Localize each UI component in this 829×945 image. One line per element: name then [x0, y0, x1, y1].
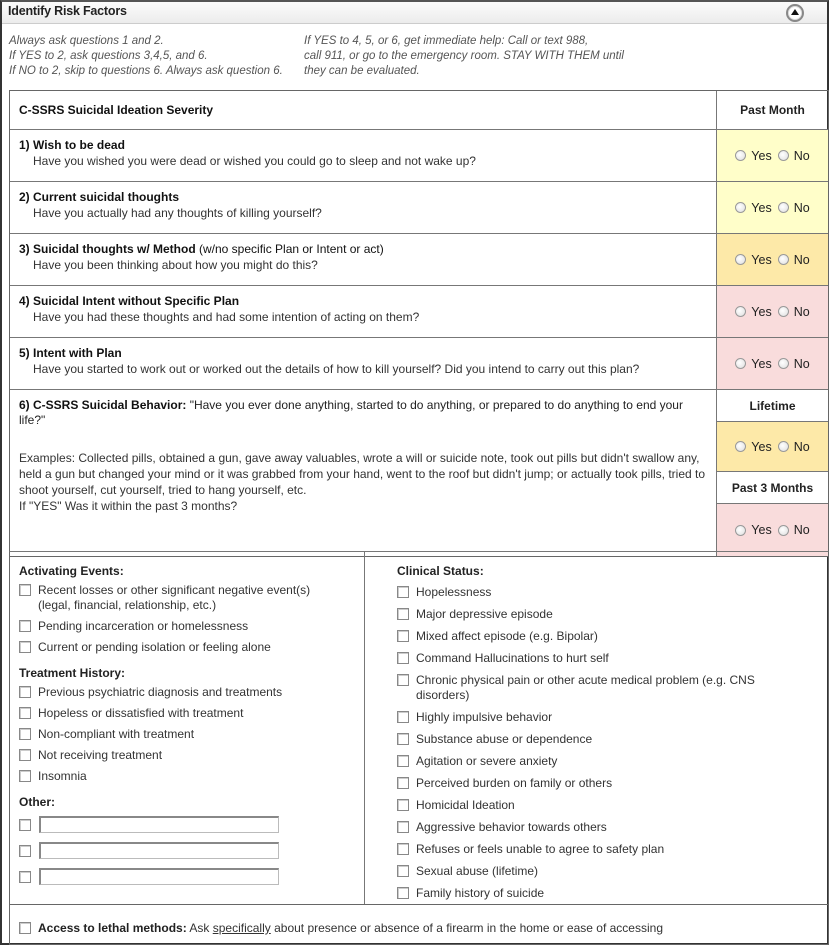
table-header-row: [10, 91, 828, 130]
question-row-3: [10, 234, 828, 286]
no-radio[interactable]: No: [778, 253, 810, 267]
other-group: [19, 795, 355, 885]
checkbox[interactable]: [19, 641, 31, 653]
radio-icon[interactable]: [778, 306, 789, 317]
activating-events-group: [19, 564, 355, 655]
group-title: Treatment History:: [19, 666, 126, 680]
question-text: Have you started to work out or worked out the details of how to kill yourself? Did you intend to carry out this plan?: [33, 362, 640, 376]
risk-factors-left-column: [10, 552, 365, 904]
answer-cell: [717, 130, 828, 181]
checkbox[interactable]: [19, 620, 31, 632]
radio-icon[interactable]: [778, 150, 789, 161]
no-radio[interactable]: No: [778, 201, 810, 215]
treatment-history-group: [19, 666, 355, 784]
checkbox-item[interactable]: Previous psychiatric diagnosis and treatments: [19, 685, 355, 700]
question-text: Have you been thinking about how you might do this?: [33, 258, 318, 272]
radio-icon[interactable]: [735, 202, 746, 213]
other-input[interactable]: [39, 816, 279, 833]
checkbox[interactable]: [19, 845, 31, 857]
checkbox[interactable]: [397, 630, 409, 642]
checkbox[interactable]: [19, 770, 31, 782]
checkbox[interactable]: [19, 749, 31, 761]
no-radio[interactable]: No: [778, 523, 810, 537]
question-title: 2) Current suicidal thoughts: [19, 190, 180, 204]
checkbox[interactable]: [397, 674, 409, 686]
other-row: [19, 816, 355, 833]
other-row: [19, 842, 355, 859]
answer-cell: [717, 234, 828, 285]
checkbox-item[interactable]: Aggressive behavior towards others: [397, 820, 797, 835]
yes-radio[interactable]: Yes: [735, 357, 771, 371]
question-title: 4) Suicidal Intent without Specific Plan: [19, 294, 240, 308]
yes-radio[interactable]: Yes: [735, 253, 771, 267]
checkbox-item[interactable]: Insomnia: [19, 769, 355, 784]
checkbox-item[interactable]: Highly impulsive behavior: [397, 710, 797, 725]
yes-radio[interactable]: Yes: [735, 523, 771, 537]
past-3-months-header: Past 3 Months: [717, 472, 828, 504]
group-title: Other:: [19, 795, 55, 809]
yes-radio[interactable]: Yes: [735, 305, 771, 319]
question-title: 1) Wish to be dead: [19, 138, 125, 152]
checkbox-item[interactable]: Pending incarceration or homelessness: [19, 619, 355, 634]
panel-title: Identify Risk Factors: [8, 4, 127, 18]
checkbox-item[interactable]: Refuses or feels unable to agree to safety plan: [397, 842, 797, 857]
instruction-line: Always ask questions 1 and 2.: [9, 35, 164, 47]
checkbox[interactable]: [397, 608, 409, 620]
yes-radio[interactable]: Yes: [735, 149, 771, 163]
lethal-methods-checkbox-item[interactable]: Access to lethal methods: Ask specifically about presence or absence of a firearm in the home or ease of accessing: [19, 921, 819, 936]
past-3-months-answer-cell: [717, 504, 828, 556]
group-title: Clinical Status:: [397, 564, 484, 578]
checkbox[interactable]: [397, 777, 409, 789]
checkbox-item[interactable]: Major depressive episode: [397, 607, 797, 622]
ideation-severity-table: [9, 90, 829, 557]
checkbox-item[interactable]: Hopeless or dissatisfied with treatment: [19, 706, 355, 721]
question-title: 3) Suicidal thoughts w/ Method (w/no specific Plan or Intent or act): [19, 242, 384, 256]
checkbox-item[interactable]: Hopelessness: [397, 585, 797, 600]
checkbox[interactable]: [19, 686, 31, 698]
radio-icon[interactable]: [778, 202, 789, 213]
checkbox-item[interactable]: Mixed affect episode (e.g. Bipolar): [397, 629, 797, 644]
clinical-status-column: [366, 552, 828, 920]
behavior-answers: [717, 390, 828, 556]
checkbox[interactable]: [397, 887, 409, 899]
radio-icon[interactable]: [778, 358, 789, 369]
radio-icon[interactable]: [778, 441, 789, 452]
group-title: Activating Events:: [19, 564, 124, 578]
checkbox-item[interactable]: Family history of suicide: [397, 886, 797, 901]
checkbox[interactable]: [397, 586, 409, 598]
checkbox-item[interactable]: Sexual abuse (lifetime): [397, 864, 797, 879]
radio-icon[interactable]: [778, 254, 789, 265]
instruction-line: If YES to 2, ask questions 3,4,5, and 6.: [9, 50, 208, 62]
yes-no-radio-group: [735, 201, 809, 215]
checkbox-item[interactable]: Recent losses or other significant negative event(s) (legal, financial, relationship, etc.): [19, 583, 355, 613]
question-text: Have you actually had any thoughts of killing yourself?: [33, 206, 322, 220]
checkbox-item[interactable]: Perceived burden on family or others: [397, 776, 797, 791]
other-row: [19, 868, 355, 885]
radio-icon[interactable]: [735, 525, 746, 536]
checkbox-item[interactable]: Homicidal Ideation: [397, 798, 797, 813]
checkbox-item[interactable]: Substance abuse or dependence: [397, 732, 797, 747]
question-text: Have you wished you were dead or wished you could go to sleep and not wake up?: [33, 154, 476, 168]
instruction-line: If YES to 4, 5, or 6, get immediate help: Call or text 988,: [304, 35, 589, 47]
radio-icon[interactable]: [735, 254, 746, 265]
yes-no-radio-group: [735, 357, 809, 371]
behavior-question: 6) C-SSRS Suicidal Behavior: "Have you ever done anything, started to do anything, or prepared to do anything to end your life?": [19, 398, 683, 427]
checkbox-item[interactable]: Agitation or severe anxiety: [397, 754, 797, 769]
behavior-examples: Examples: Collected pills, obtained a gun, gave away valuables, wrote a will or suicide note, took out pills but didn't swallow any, held a gun but changed your mind or it was grabbed from your hand, went to the roof but didn't jump; or actually took pills, tried to shoot yourself, cut yourself, tried to hang yourself, etc. If "YES" Was it within the past 3 months?: [19, 451, 706, 513]
yes-radio[interactable]: Yes: [735, 440, 771, 454]
checkbox[interactable]: [397, 799, 409, 811]
instructions-right: [304, 34, 644, 79]
checkbox[interactable]: [19, 871, 31, 883]
ideation-header-label: C-SSRS Suicidal Ideation Severity: [19, 102, 214, 117]
radio-icon[interactable]: [735, 358, 746, 369]
lifetime-header: Lifetime: [717, 390, 828, 422]
instruction-line: If NO to 2, skip to questions 6. Always ask question 6.: [9, 65, 283, 77]
question-text: Have you had these thoughts and had some intention of acting on them?: [33, 310, 420, 324]
other-input[interactable]: [39, 842, 279, 859]
checkbox[interactable]: [397, 865, 409, 877]
question-title: 5) Intent with Plan: [19, 346, 122, 360]
radio-icon[interactable]: [735, 441, 746, 452]
no-radio[interactable]: No: [778, 440, 810, 454]
yes-no-radio-group: [735, 440, 809, 454]
lifetime-answer-cell: [717, 422, 828, 472]
behavior-row: [10, 390, 828, 556]
checkbox-item[interactable]: Non-compliant with treatment: [19, 727, 355, 742]
no-radio[interactable]: No: [778, 149, 810, 163]
panel-header: [2, 2, 827, 24]
checkbox[interactable]: [19, 819, 31, 831]
radio-icon[interactable]: [778, 525, 789, 536]
emphasis-text: specifically: [212, 921, 271, 935]
yes-no-radio-group: [735, 305, 809, 319]
checkbox[interactable]: [19, 922, 31, 934]
yes-no-radio-group: [735, 523, 809, 537]
lethal-methods-row: [9, 905, 829, 945]
checkbox[interactable]: [397, 843, 409, 855]
behavior-followup: If "YES" Was it within the past 3 months?: [19, 499, 238, 513]
checkbox[interactable]: [397, 821, 409, 833]
checkbox-item[interactable]: Chronic physical pain or other acute medical problem (e.g. CNS disorders): [397, 673, 797, 703]
checkbox[interactable]: [397, 755, 409, 767]
answer-cell: [717, 182, 828, 233]
risk-factors-section: [9, 551, 829, 905]
checkbox[interactable]: [19, 728, 31, 740]
radio-icon[interactable]: [735, 306, 746, 317]
past-month-header: Past Month: [740, 103, 805, 117]
question-row-4: [10, 286, 828, 338]
yes-radio[interactable]: Yes: [735, 201, 771, 215]
no-radio[interactable]: No: [778, 305, 810, 319]
radio-icon[interactable]: [735, 150, 746, 161]
other-input[interactable]: [39, 868, 279, 885]
checkbox[interactable]: [19, 584, 31, 596]
lethal-methods-label: Access to lethal methods:: [38, 921, 187, 935]
checkbox-item[interactable]: Not receiving treatment: [19, 748, 355, 763]
no-radio[interactable]: No: [778, 357, 810, 371]
answer-cell: [717, 338, 828, 389]
question-row-5: [10, 338, 828, 390]
checkbox[interactable]: [397, 652, 409, 664]
yes-no-radio-group: [735, 253, 809, 267]
chevron-up-circle-icon[interactable]: [786, 4, 804, 22]
yes-no-radio-group: [735, 149, 809, 163]
instructions-left: [9, 34, 299, 79]
question-row-1: [10, 130, 828, 182]
checkbox-item[interactable]: Current or pending isolation or feeling alone: [19, 640, 355, 655]
checkbox[interactable]: [397, 733, 409, 745]
checkbox[interactable]: [397, 711, 409, 723]
instruction-line: call 911, or go to the emergency room. STAY WITH THEM until: [304, 50, 624, 62]
checkbox-item[interactable]: Command Hallucinations to hurt self: [397, 651, 797, 666]
instruction-line: they can be evaluated.: [304, 65, 420, 77]
behavior-title: 6) C-SSRS Suicidal Behavior:: [19, 398, 187, 412]
answer-cell: [717, 286, 828, 337]
question-row-2: [10, 182, 828, 234]
checkbox[interactable]: [19, 707, 31, 719]
